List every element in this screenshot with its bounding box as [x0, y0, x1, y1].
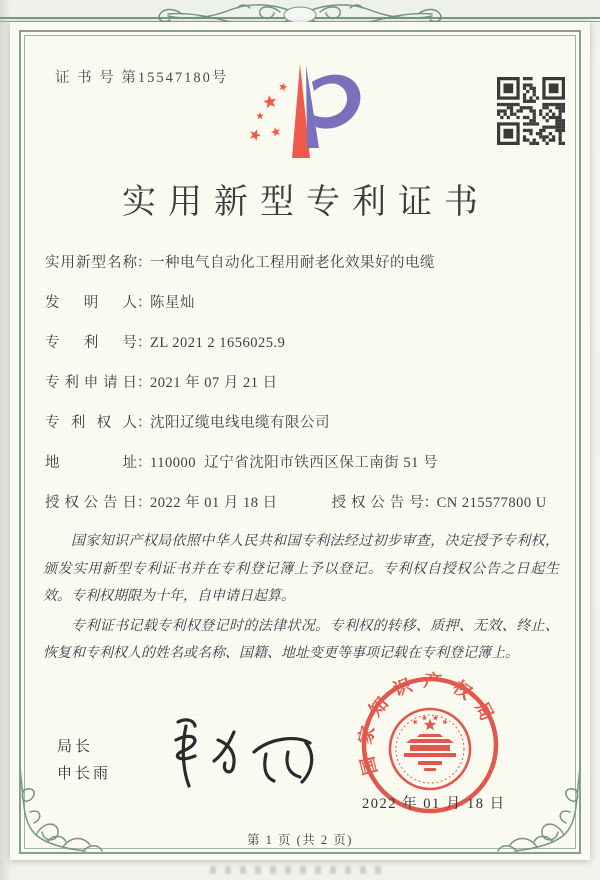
- field-value: 2022 年 01 月 18 日: [150, 495, 278, 511]
- field-colon: ：: [137, 375, 152, 391]
- field-colon: ：: [137, 415, 152, 431]
- field-label: 专利号: [45, 335, 137, 351]
- signer-name: 申长雨: [57, 766, 112, 782]
- field-colon: ：: [137, 495, 152, 511]
- field-row-patent-number: [45, 332, 560, 354]
- field-row-name: [45, 252, 560, 274]
- field-label: 专利申请日: [45, 375, 137, 391]
- field-colon: ：: [137, 295, 152, 311]
- field-label: 授权公告日: [45, 495, 137, 511]
- field-value: 110000 辽宁省沈阳市铁西区保工南街 51 号: [150, 455, 438, 471]
- cnipa-logo-icon: [240, 60, 370, 168]
- qr-code-icon: [497, 77, 565, 145]
- field-row-inventor: [45, 292, 560, 314]
- field-colon: ：: [137, 455, 152, 471]
- field-colon: ：: [137, 255, 152, 271]
- field-value: 沈阳辽缆电线电缆有限公司: [150, 415, 330, 431]
- field-value: ZL 2021 2 1656025.9: [150, 335, 286, 351]
- certificate-number: 证 书 号 第15547180号: [55, 70, 229, 86]
- field-row-patentee: [45, 412, 560, 434]
- field-value: 2021 年 07 月 21 日: [150, 375, 278, 391]
- scan-edge: [0, 0, 10, 880]
- field-row-address: [45, 452, 560, 474]
- field-label: 发明人: [45, 295, 137, 311]
- paragraph-1: 国家知识产权局依照中华人民共和国专利法经过初步审查，决定授予专利权，颁发实用新型专利证书并在专利登记簿上予以登记。专利权自授权公告之日起生效。专利权期限为十年，自申请日起算。: [43, 534, 559, 604]
- underlying-page-hint: [210, 866, 390, 874]
- field-row-filing-date: [45, 372, 560, 394]
- signature-icon: [148, 710, 328, 810]
- field-list: [45, 252, 560, 532]
- page-title: 实用新型专利证书: [122, 184, 490, 221]
- field-label: 专利权人: [45, 415, 137, 431]
- field-row-grant: [45, 492, 560, 514]
- seal-date: 2022 年 01 月 18 日: [362, 796, 506, 812]
- grant-number-group: [332, 492, 547, 514]
- field-colon: ：: [423, 495, 439, 511]
- field-label: 地址: [45, 455, 137, 471]
- signer-block: [57, 734, 111, 788]
- seal-text: 国家知识产权局: [354, 670, 503, 777]
- footer-page-number: 第 1 页 (共 2 页): [247, 833, 353, 847]
- legal-text: [43, 528, 559, 670]
- field-label: 授权公告号: [331, 495, 424, 511]
- field-value: 一种电气自动化工程用耐老化效果好的电缆: [150, 255, 435, 271]
- field-label: 实用新型名称: [45, 255, 137, 271]
- field-value: CN 215577800 U: [436, 495, 547, 511]
- national-emblem-icon: [390, 709, 470, 789]
- certificate-page: [10, 22, 590, 860]
- field-value: 陈星灿: [150, 295, 195, 311]
- signer-title: 局长: [57, 739, 94, 755]
- paragraph-2: 专利证书记载专利权登记时的法律状况。专利权的转移、质押、无效、终止、恢复和专利权人的姓名或名称、国籍、地址变更等事项记载在专利登记簿上。: [43, 618, 559, 661]
- field-colon: ：: [137, 335, 152, 351]
